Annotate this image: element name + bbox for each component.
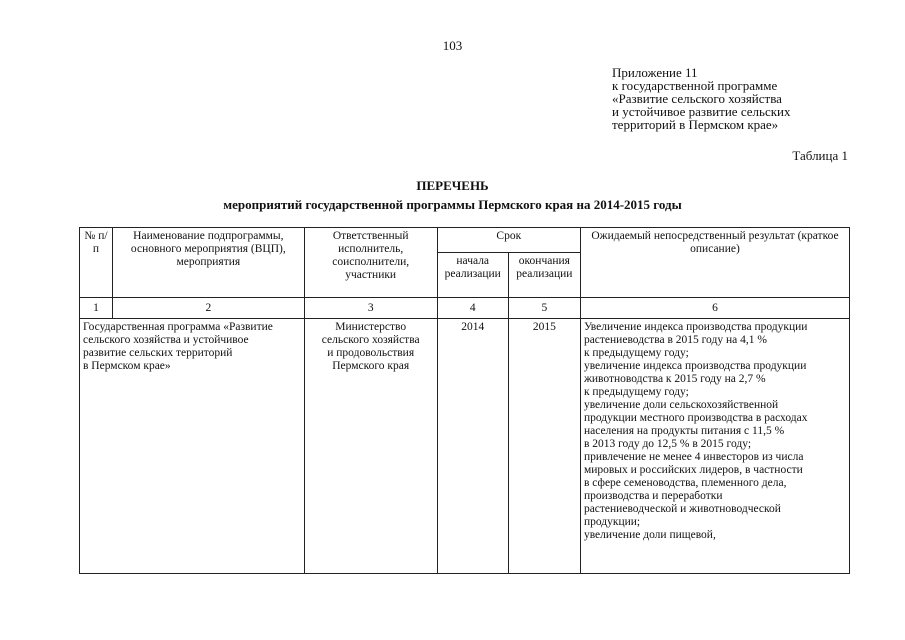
start-year-cell: 2014 [437, 319, 508, 574]
result-line: Увеличение индекса производства продукции [583, 321, 808, 333]
result-line: увеличение доли пищевой, [583, 529, 716, 541]
page-number: 103 [442, 38, 463, 53]
executor-line: и продовольствия [327, 347, 415, 359]
result-line: увеличение доли сельскохозяйственной [583, 399, 779, 411]
result-line: мировых и российских лидеров, в частности [583, 464, 803, 476]
appendix-note [612, 66, 892, 131]
result-line: к предыдущему году; [583, 347, 689, 359]
result-line: растениеводческой и животноводческой [583, 503, 781, 515]
result-line: производства и переработки [583, 490, 723, 502]
document-subtitle: мероприятий государственной программы Пермского края на 2014-2015 годы [223, 197, 682, 212]
appendix-line: и устойчивое развитие сельских [612, 104, 791, 119]
result-line: животноводства к 2015 году на 2,7 % [583, 373, 766, 385]
column-number: 4 [437, 298, 508, 319]
program-name-line: в Пермском крае» [83, 360, 171, 372]
header-term: Срок [437, 228, 580, 253]
document-title: ПЕРЕЧЕНЬ [416, 178, 489, 193]
column-number: 6 [580, 298, 849, 319]
executor-line: Министерство [335, 321, 407, 333]
header-num: № п/п [80, 228, 113, 298]
appendix-line: к государственной программе [612, 78, 778, 93]
result-cell [580, 319, 849, 574]
result-line: в сфере семеноводства, племенного дела, [583, 477, 787, 489]
appendix-line: Приложение 11 [612, 65, 698, 80]
result-line: растениеводства в 2015 году на 4,1 % [583, 334, 767, 346]
program-name-line: развитие сельских территорий [83, 347, 233, 359]
result-line: в 2013 году до 12,5 % в 2015 году; [583, 438, 752, 450]
column-number: 1 [80, 298, 113, 319]
measures-table [79, 227, 850, 574]
header-executor: Ответственный исполнитель, соисполнители, участники [304, 228, 437, 298]
table-row [80, 319, 850, 574]
result-line: к предыдущему году; [583, 386, 689, 398]
program-name-line: Государственная программа «Развитие [83, 321, 273, 333]
program-name-cell [80, 319, 305, 574]
program-name-line: сельского хозяйства и устойчивое [83, 334, 249, 346]
header-start: начала реализации [437, 253, 508, 298]
header-end: окончания реализации [508, 253, 580, 298]
column-number: 3 [304, 298, 437, 319]
result-line: продукции местного производства в расходах [583, 412, 808, 424]
executor-cell [304, 319, 437, 574]
header-name: Наименование подпрограммы, основного мероприятия (ВЦП), мероприятия [112, 228, 304, 298]
column-number: 2 [112, 298, 304, 319]
column-number: 5 [508, 298, 580, 319]
end-year-cell: 2015 [508, 319, 580, 574]
executor-line: Пермского края [332, 360, 410, 372]
appendix-line: «Развитие сельского хозяйства [612, 91, 782, 106]
appendix-line: территорий в Пермском крае» [612, 117, 779, 132]
result-line: населения на продукты питания с 11,5 % [583, 425, 785, 437]
header-result: Ожидаемый непосредственный результат (краткое описание) [580, 228, 849, 298]
result-line: привлечение не менее 4 инвесторов из числа [583, 451, 804, 463]
result-line: продукции; [583, 516, 641, 528]
table-label: Таблица 1 [792, 148, 848, 163]
executor-line: сельского хозяйства [321, 334, 420, 346]
result-line: увеличение индекса производства продукции [583, 360, 807, 372]
